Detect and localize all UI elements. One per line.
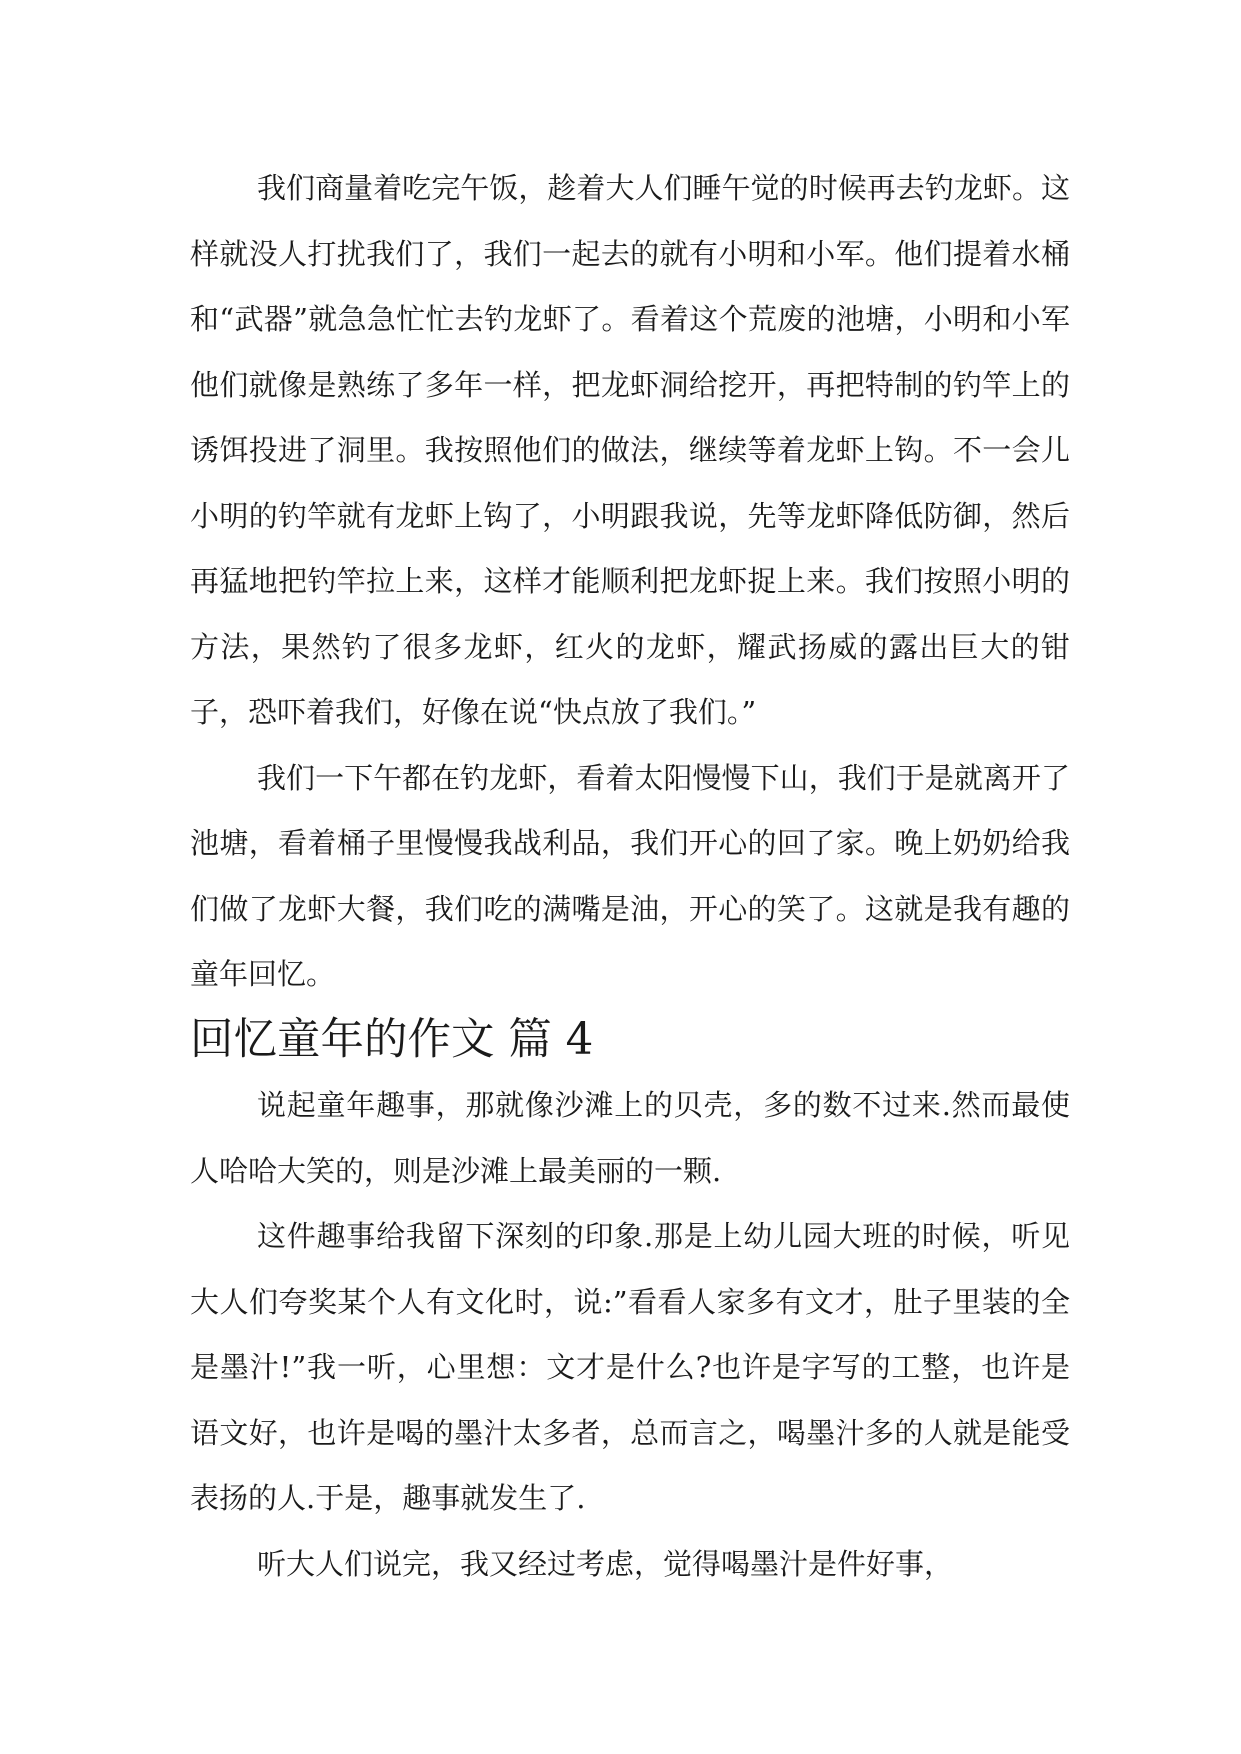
paragraph-afternoon-return: 我们一下午都在钓龙虾，看着太阳慢慢下山，我们于是就离开了池塘，看着桶子里慢慢我战利品，我们开心的回了家。晚上奶奶给我们做了龙虾大餐，我们吃的满嘴是油，开心的笑了。这就是我有趣的童年回忆。 bbox=[190, 760, 1070, 991]
paragraph-crayfish-fishing: 我们商量着吃完午饭，趁着大人们睡午觉的时候再去钓龙虾。这样就没人打扰我们了，我们一起去的就有小明和小军。他们提着水桶和“武器”就急急忙忙去钓龙虾了。看着这个荒废的池塘，小明和小军他们就像是熟练了多年一样，把龙虾洞给挖开，再把特制的钓竿上的诱饵投进了洞里。我按照他们的做法，继续等着龙虾上钩。不一会儿小明的钓竿就有龙虾上钩了，小明跟我说，先等龙虾降低防御，然后再猛地把钓竿拉上来，这样才能顺利把龙虾捉上来。我们按照小明的方法，果然钓了很多龙虾，红火的龙虾，耀武扬威的露出巨大的钳子，恐吓着我们，好像在说“快点放了我们。” bbox=[190, 171, 1070, 729]
section-heading: 回忆童年的作文 篇 4 bbox=[190, 1014, 594, 1065]
document-body bbox=[190, 156, 1070, 1597]
paragraph-ink-decision: 听大人们说完，我又经过考虑，觉得喝墨汁是件好事， bbox=[257, 1546, 954, 1581]
paragraph-childhood-intro: 说起童年趣事，那就像沙滩上的贝壳，多的数不过来.然而最使人哈哈大笑的，则是沙滩上最美丽的一颗. bbox=[190, 1088, 1070, 1188]
paragraph-ink-story: 这件趣事给我留下深刻的印象.那是上幼儿园大班的时候，听见大人们夸奖某个人有文化时，说:”看看人家多有文才，肚子里装的全是墨汁!”我一听，心里想：文才是什么?也许是字写的工整，也许是语文好，也许是喝的墨汁太多者，总而言之，喝墨汁多的人就是能受表扬的人.于是，趣事就发生了. bbox=[190, 1219, 1070, 1515]
